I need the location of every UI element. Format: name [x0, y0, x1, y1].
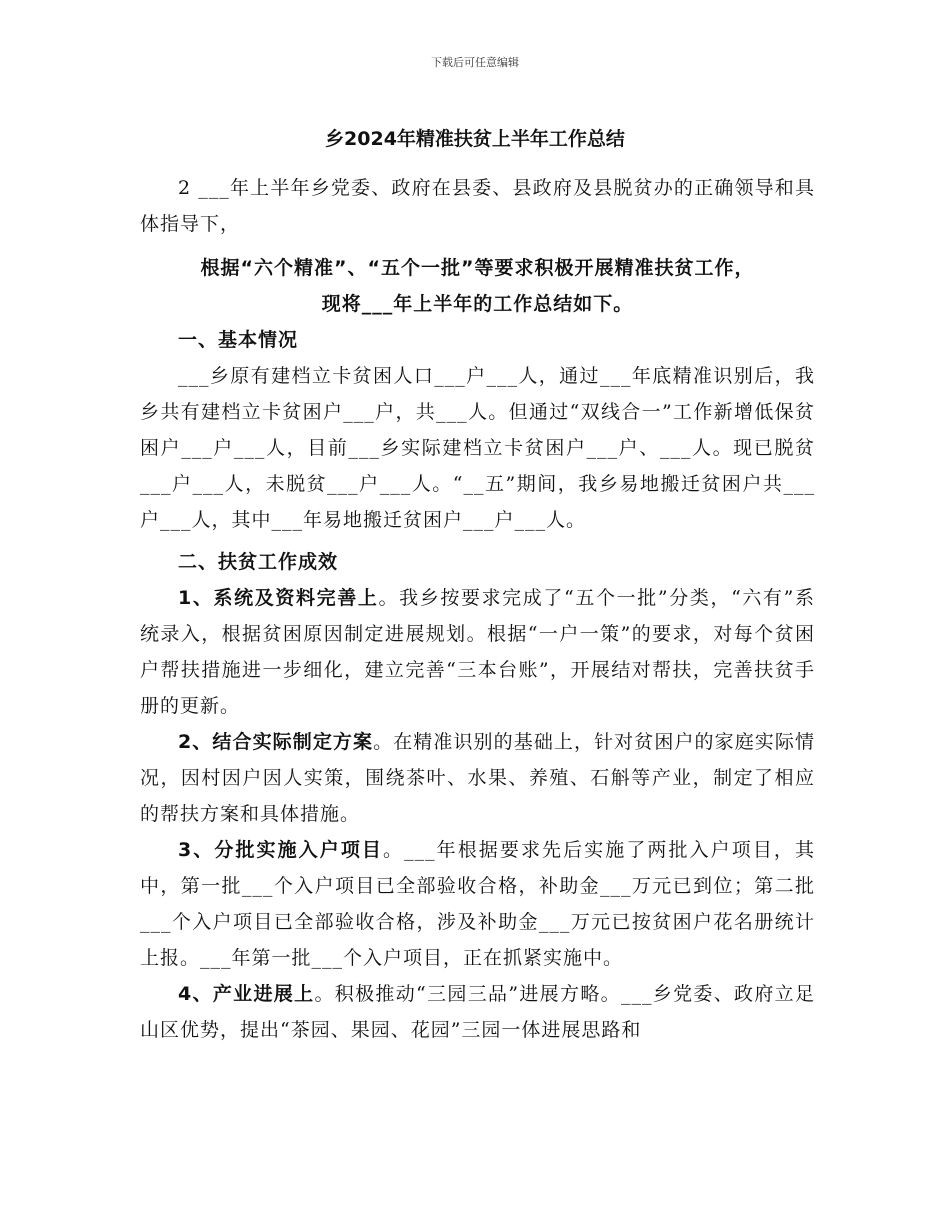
- result-item-text: 。我乡按要求完成了“五个一批”分类，“六有”系统录入，根据贫困原因制定进展规划。根据“一户一策”的要求，对每个贫困户帮扶措施进一步细化，建立完善“三本台账”，开展结对帮扶，完善扶贫手册的更新。: [140, 587, 815, 717]
- result-item-2: [140, 724, 815, 832]
- header-note: 下载后可任意编辑: [431, 56, 519, 69]
- result-item-3: [140, 832, 815, 976]
- result-item-4: [140, 976, 815, 1048]
- result-item-lead: 4、产业进展上: [178, 983, 315, 1005]
- intro-paragraph: 2 ___年上半年乡党委、政府在县委、县政府及县脱贫办的正确领导和具体指导下，: [140, 177, 815, 235]
- result-item-text: 。___年根据要求先后实施了两批入户项目，其中，第一批___个入户项目已全部验收合格，补助金___万元已到位；第二批___个入户项目已全部验收合格，涉及补助金___万元已按贫困户花名册统计上报。___年第一批___个入户项目，正在抓紧实施中。: [140, 839, 815, 969]
- result-item-text: 。积极推动“三园三品”进展方略。___乡党委、政府立足山区优势，提出“茶园、果园、花园”三园一体进展思路和: [140, 983, 815, 1041]
- result-item-1: [140, 580, 815, 724]
- bold-line-1: 根据“六个精准”、“五个一批”等要求积极开展精准扶贫工作，: [200, 257, 755, 279]
- document-body: [140, 170, 815, 1048]
- bold-line-2: 现将___年上半年的工作总结如下。: [321, 293, 634, 315]
- section-paragraph-basic: ___乡原有建档立卡贫困人口___户___人，通过___年底精准识别后，我乡共有建档立卡贫困户___户，共___人。但通过“双线合一”工作新增低保贫困户___户___人，目前___乡实际建档立卡贫困户___户、___人。现已脱贫___户___人，未脱贫___户___人。“__五”期间，我乡易地搬迁贫困户共___户___人，其中___年易地搬迁贫困户___户___人。: [140, 365, 815, 531]
- result-item-lead: 3、分批实施入户项目: [178, 839, 383, 861]
- result-item-lead: 1、系统及资料完善上: [178, 587, 379, 609]
- result-item-text: 。在精准识别的基础上，针对贫困户的家庭实际情况，因村因户因人实策，围绕茶叶、水果、养殖、石斛等产业，制定了相应的帮扶方案和具体措施。: [140, 731, 815, 825]
- section-heading-basic: 一、基本情况: [178, 329, 299, 351]
- section-heading-results: 二、扶贫工作成效: [178, 551, 339, 573]
- page-title: 乡2024年精准扶贫上半年工作总结: [325, 128, 625, 150]
- result-item-lead: 2、结合实际制定方案: [178, 731, 374, 753]
